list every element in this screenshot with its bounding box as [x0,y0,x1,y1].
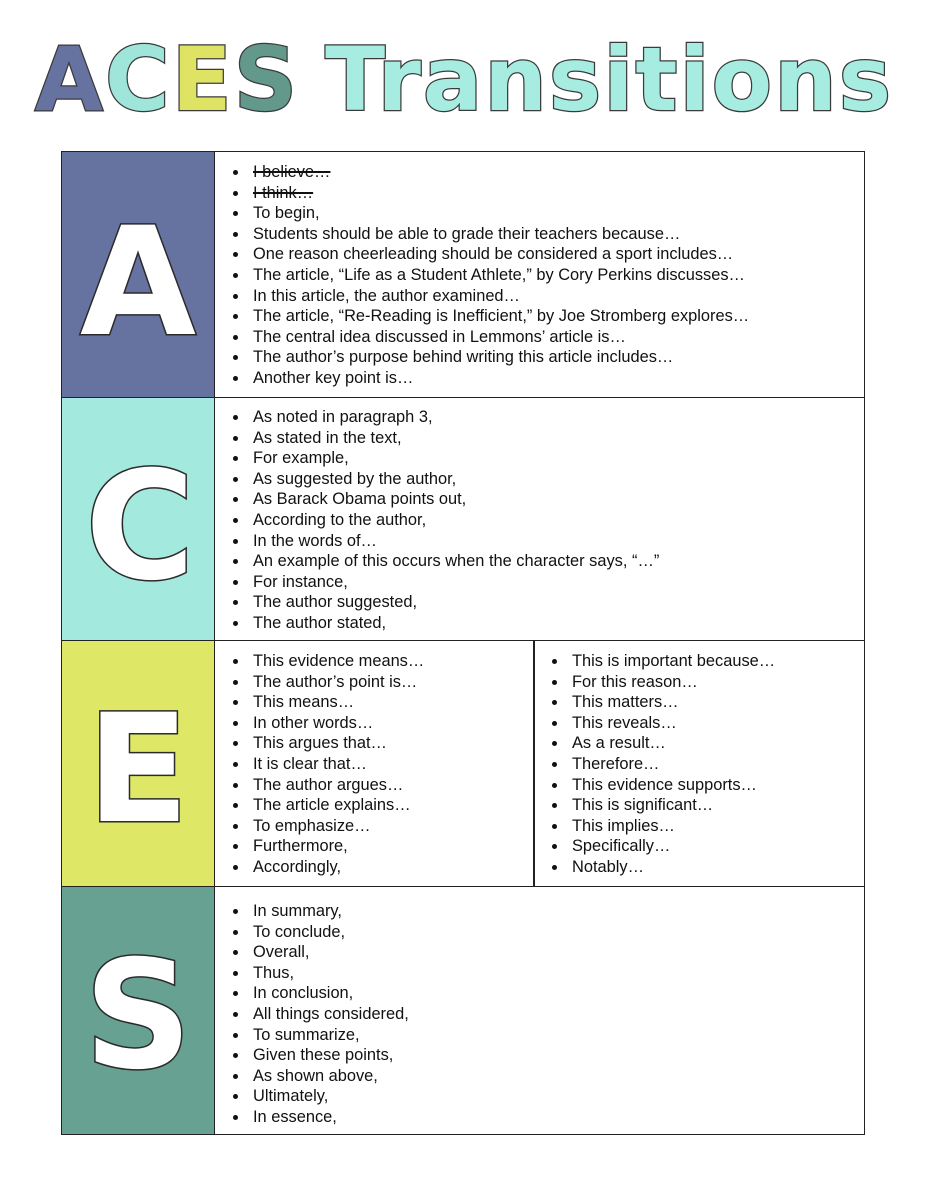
list-item-text: In conclusion, [253,984,354,1003]
section-a-letter-cell [62,152,215,397]
list-item [215,692,424,713]
list-item-text: This evidence means… [253,652,425,670]
section-a-content [215,152,864,397]
list-item [215,224,749,245]
list-item [215,162,749,183]
list-item-text: The author’s point is… [253,672,418,691]
section-e-list-right [534,651,775,878]
list-item-text: The author’s purpose behind writing this article includes… [253,348,674,367]
list-item [215,551,659,572]
transitions-table [61,151,865,1135]
list-item-text: To begin, [253,204,320,223]
section-c-row [62,398,864,641]
list-item-text: In other words… [253,713,374,732]
list-item [534,733,775,754]
list-item [534,816,775,837]
list-item-text: An example of this occurs when the character says, “…” [253,552,660,571]
list-item-text: In essence, [253,1107,337,1126]
section-s-content [215,887,864,1134]
section-c-content [215,398,864,640]
letter-a-graphic [62,152,215,397]
list-item [215,448,659,469]
list-item-text: According to the author, [253,510,427,529]
list-item [534,651,775,672]
section-e-letter-cell [62,641,215,886]
list-item-text: For instance, [253,572,348,591]
section-e-row [62,641,864,887]
list-item-text: I believe… [253,163,331,181]
list-item [215,327,749,348]
title-letter-a: A [34,28,105,131]
list-item [215,368,749,389]
list-item-text: The author suggested, [253,593,418,612]
list-item [534,857,775,878]
section-c-list [215,407,659,634]
list-item-text: This reveals… [572,713,677,732]
list-item [215,795,424,816]
list-item-text: All things considered, [253,1004,409,1023]
letter-e-glyph: E [86,683,190,857]
list-item-text: It is clear that… [253,754,367,773]
list-item-text: This is significant… [572,796,714,815]
list-item [215,306,749,327]
list-item [534,672,775,693]
list-item [215,489,659,510]
list-item [215,963,409,984]
list-item [215,857,424,878]
letter-c-graphic [62,398,215,640]
list-item-text: Thus, [253,963,294,982]
list-item [215,922,409,943]
list-item [215,592,659,613]
section-e-list-left [215,651,424,878]
list-item-text: In summary, [253,902,342,920]
list-item [215,1004,409,1025]
list-item-text: One reason cheerleading should be considered a sport includes… [253,245,734,264]
list-item-text: The central idea discussed in Lemmons’ article is… [253,327,626,346]
list-item [215,469,659,490]
list-item [534,775,775,796]
list-item-text: Accordingly, [253,857,342,876]
list-item [534,836,775,857]
list-item [215,816,424,837]
section-s-row [62,887,864,1134]
list-item-text: This implies… [572,816,675,835]
list-item [215,1086,409,1107]
list-item [215,286,749,307]
page-title [0,30,928,130]
list-item [215,1045,409,1066]
list-item-text: This matters… [572,693,679,712]
list-item [215,836,424,857]
list-item-text: To summarize, [253,1025,360,1044]
list-item-text: Notably… [572,857,644,876]
list-item-text: Another key point is… [253,368,414,387]
section-s-letter-cell [62,887,215,1134]
list-item [215,244,749,265]
list-item [215,775,424,796]
title-letter-s: S [233,28,300,131]
title-word: Transitions [325,28,894,131]
list-item [534,754,775,775]
list-item-text: Specifically… [572,837,671,856]
list-item [534,713,775,734]
list-item-text: Overall, [253,943,310,962]
list-item-text: In this article, the author examined… [253,286,520,305]
list-item-text: As noted in paragraph 3, [253,408,433,426]
letter-c-glyph: C [84,440,196,614]
list-item [215,942,409,963]
list-item-text: To conclude, [253,922,346,941]
list-item [215,265,749,286]
list-item-text: Given these points, [253,1046,394,1065]
list-item [215,1107,409,1128]
list-item [215,1066,409,1087]
list-item [215,428,659,449]
list-item-text: As Barack Obama points out, [253,490,467,509]
letter-a-glyph: A [79,196,197,370]
list-item [215,183,749,204]
list-item-text: The article explains… [253,796,411,815]
list-item-text: This is important because… [572,652,776,670]
list-item-text: Furthermore, [253,837,348,856]
list-item [215,510,659,531]
section-c-letter-cell [62,398,215,640]
letter-s-glyph: S [83,929,193,1103]
list-item-text: For this reason… [572,672,698,691]
title-letter-c: C [104,28,172,131]
list-item-text: Ultimately, [253,1087,329,1106]
list-item-text: I think… [253,183,314,202]
list-item-text: Students should be able to grade their teachers because… [253,224,681,243]
list-item-text: This evidence supports… [572,775,757,794]
list-item [215,203,749,224]
list-item [215,651,424,672]
list-item-text: The author argues… [253,775,404,794]
section-a-row [62,152,864,398]
section-a-list [215,162,749,389]
list-item-text: As suggested by the author, [253,469,457,488]
list-item-text: Therefore… [572,754,660,773]
list-item [215,983,409,1004]
list-item [215,901,409,922]
list-item [534,692,775,713]
list-item [215,672,424,693]
list-item [215,531,659,552]
list-item [215,572,659,593]
list-item-text: The author stated, [253,613,387,632]
list-item-text: As shown above, [253,1066,378,1085]
list-item [215,733,424,754]
list-item [215,754,424,775]
list-item-text: In the words of… [253,531,377,550]
list-item [215,613,659,634]
list-item-text: To emphasize… [253,816,371,835]
list-item [215,1025,409,1046]
list-item-text: The article, “Life as a Student Athlete,” by Cory Perkins discusses… [253,265,745,284]
letter-e-graphic [62,641,215,886]
title-letter-e: E [171,28,234,131]
list-item-text: As stated in the text, [253,428,402,447]
list-item-text: This means… [253,693,355,712]
list-item-text: This argues that… [253,734,387,753]
section-e-content [215,641,864,886]
list-item-text: The article, “Re-Reading is Inefficient,” by Joe Stromberg explores… [253,307,750,326]
list-item [215,407,659,428]
list-item-text: As a result… [572,734,666,753]
list-item-text: For example, [253,449,349,468]
section-s-list [215,901,409,1128]
letter-s-graphic [62,887,215,1134]
list-item [215,347,749,368]
list-item [215,713,424,734]
list-item [534,795,775,816]
